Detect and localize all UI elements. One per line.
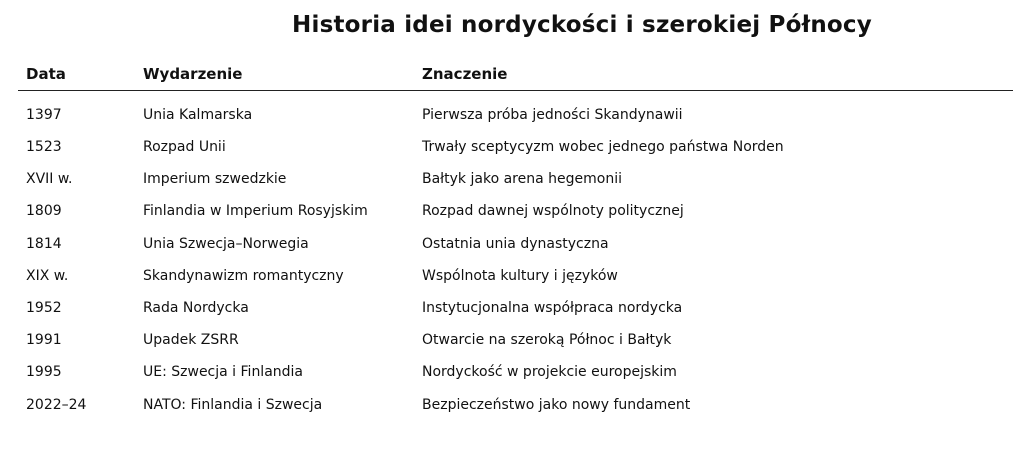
table-header-row	[18, 58, 1013, 91]
cell-date: 2022–24	[26, 396, 87, 413]
cell-significance: Trwały sceptycyzm wobec jednego państwa Norden	[422, 139, 784, 156]
table-row	[18, 91, 1013, 132]
cell-significance: Pierwsza próba jedności Skandynawii	[422, 107, 683, 123]
cell-event: Imperium szwedzkie	[143, 171, 287, 188]
header-date: Data	[18, 58, 135, 91]
cell-significance: Bezpieczeństwo jako nowy fundament	[422, 396, 691, 413]
table-row	[18, 195, 1013, 227]
cell-date: 1809	[26, 203, 62, 220]
table-row	[18, 389, 1013, 421]
cell-significance: Bałtyk jako arena hegemonii	[422, 171, 622, 188]
cell-significance: Instytucjonalna współpraca nordycka	[422, 300, 683, 317]
table-row	[18, 292, 1013, 324]
cell-date: XVII w.	[26, 171, 73, 188]
page-title: Historia idei nordyckości i szerokiej Północy	[292, 12, 872, 38]
table-row	[18, 356, 1013, 388]
header-significance: Znaczenie	[414, 58, 1013, 91]
table-row	[18, 260, 1013, 292]
table-row	[18, 324, 1013, 356]
cell-date: 1991	[26, 332, 62, 349]
cell-event: Rada Nordycka	[143, 300, 249, 317]
cell-event: Unia Kalmarska	[143, 107, 253, 123]
cell-event: Finlandia w Imperium Rosyjskim	[143, 203, 368, 220]
table-row	[18, 228, 1013, 260]
cell-date: XIX w.	[26, 267, 69, 284]
cell-date: 1952	[26, 300, 62, 317]
cell-event: UE: Szwecja i Finlandia	[143, 364, 304, 381]
cell-event: Rozpad Unii	[143, 139, 226, 156]
table-row	[18, 131, 1013, 163]
cell-event: Upadek ZSRR	[143, 332, 239, 349]
cell-event: NATO: Finlandia i Szwecja	[143, 396, 323, 413]
cell-significance: Wspólnota kultury i języków	[422, 267, 618, 284]
header-event: Wydarzenie	[135, 58, 414, 91]
cell-significance: Otwarcie na szeroką Północ i Bałtyk	[422, 332, 672, 349]
table-row	[18, 163, 1013, 195]
cell-event: Skandynawizm romantyczny	[143, 267, 344, 284]
timeline-table	[18, 58, 1013, 421]
cell-significance: Nordyckość w projekcie europejskim	[422, 364, 677, 381]
cell-date: 1397	[26, 107, 62, 123]
cell-significance: Rozpad dawnej wspólnoty politycznej	[422, 203, 684, 220]
cell-date: 1995	[26, 364, 62, 381]
cell-event: Unia Szwecja–Norwegia	[143, 235, 309, 252]
cell-date: 1814	[26, 235, 62, 252]
cell-date: 1523	[26, 139, 62, 156]
cell-significance: Ostatnia unia dynastyczna	[422, 235, 609, 252]
